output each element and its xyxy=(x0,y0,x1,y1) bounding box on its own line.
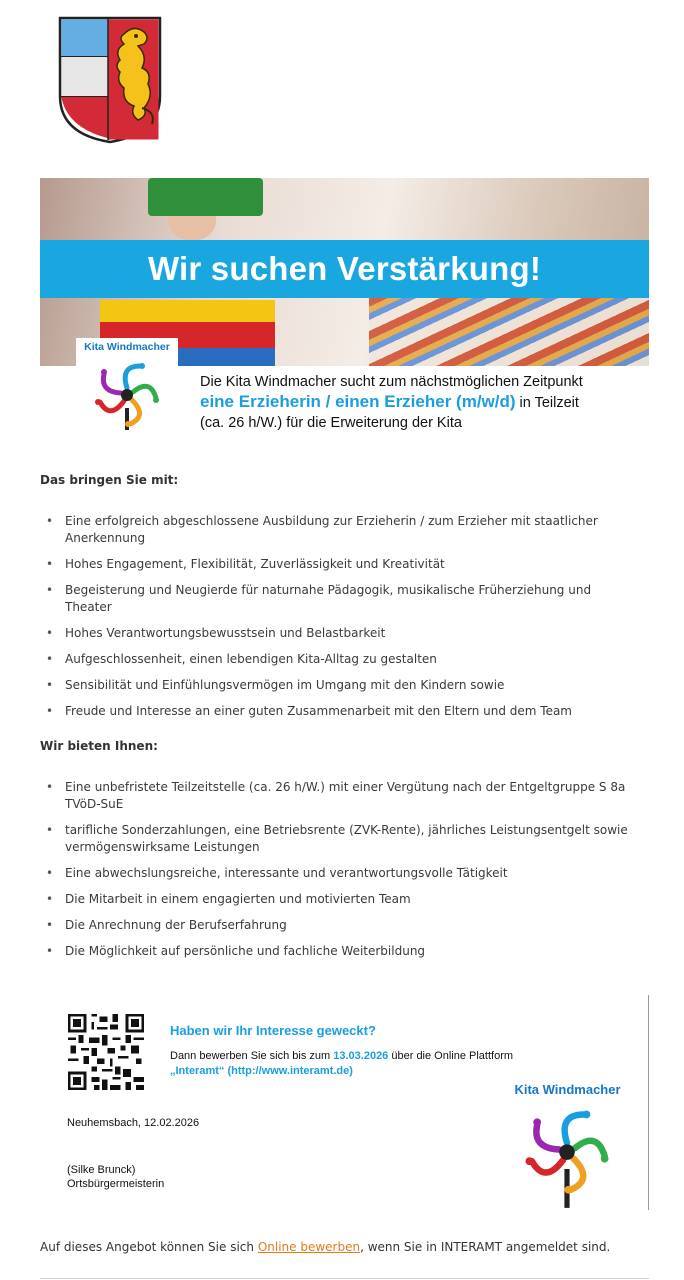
kita-logo-name: Kita Windmacher xyxy=(84,341,170,353)
requirements-heading: Das bringen Sie mit: xyxy=(40,473,179,487)
kita-logo-large xyxy=(505,1080,630,1210)
windmill-icon xyxy=(90,358,164,432)
signer-title: Ortsbürgermeisterin xyxy=(67,1178,165,1190)
footer-before: Auf dieses Angebot können Sie sich xyxy=(40,1240,258,1254)
kita-logo-name: Kita Windmacher xyxy=(514,1082,621,1097)
online-apply-link[interactable]: Online bewerben xyxy=(257,1240,361,1254)
apply-text xyxy=(170,1049,610,1079)
intro-text xyxy=(200,372,640,433)
place-date: Neuhemsbach, 12.02.2026 xyxy=(67,1117,200,1129)
list-item: • Die Anrechnung der Berufserfahrung xyxy=(40,917,640,934)
apply-text-before: Dann bewerben Sie sich bis zum xyxy=(170,1050,334,1062)
kita-logo xyxy=(76,338,178,434)
list-item: • Hohes Engagement, Flexibilität, Zuverlässigkeit und Kreativität xyxy=(40,556,640,573)
requirements-list xyxy=(40,513,640,729)
list-item: • Sensibilität und Einfühlungsvermögen im Umgang mit den Kindern sowie xyxy=(40,677,640,694)
list-item: • Begeisterung und Neugierde für naturnahe Pädagogik, musikalische Früherziehung und Theater xyxy=(40,582,640,616)
position-suffix: in Teilzeit xyxy=(515,395,579,411)
crayons-image xyxy=(369,298,649,366)
signature-block xyxy=(67,1163,164,1191)
offers-heading: Wir bieten Ihnen: xyxy=(40,739,158,753)
divider xyxy=(40,1278,649,1279)
intro-line-2 xyxy=(200,392,640,413)
position-title: eine Erzieherin / einen Erzieher (m/w/d) xyxy=(200,392,516,411)
intro-line-1: Die Kita Windmacher sucht zum nächstmöglichen Zeitpunkt xyxy=(200,374,583,390)
list-item: • Hohes Verantwortungsbewusstsein und Belastbarkeit xyxy=(40,625,640,642)
footer-text xyxy=(40,1240,660,1254)
list-item: • Eine unbefristete Teilzeitstelle (ca. 26 h/W.) mit einer Vergütung nach der Entgeltgruppe S 8a TVöD-SuE xyxy=(40,779,640,813)
list-item: • Freude und Interesse an einer guten Zusammenarbeit mit den Eltern und dem Team xyxy=(40,703,640,720)
qr-code-icon[interactable] xyxy=(68,1014,144,1090)
windmill-icon xyxy=(519,1104,615,1208)
coat-of-arms xyxy=(58,16,162,144)
divider xyxy=(648,995,649,1210)
offers-list xyxy=(40,779,640,969)
list-item: • Aufgeschlossenheit, einen lebendigen Kita-Alltag zu gestalten xyxy=(40,651,640,668)
list-item: • Die Möglichkeit auf persönliche und fachliche Weiterbildung xyxy=(40,943,640,960)
apply-deadline: 13.03.2026 xyxy=(333,1050,389,1062)
intro-line-3: (ca. 26 h/W.) für die Erweiterung der Kita xyxy=(200,415,462,431)
footer-after: , wenn Sie in INTERAMT angemeldet sind. xyxy=(360,1240,611,1254)
signer-name: (Silke Brunck) xyxy=(67,1164,136,1176)
list-item: • Eine abwechslungsreiche, interessante und verantwortungsvolle Tätigkeit xyxy=(40,865,640,882)
list-item: • Die Mitarbeit in einem engagierten und motivierten Team xyxy=(40,891,640,908)
banner-headline: Wir suchen Verstärkung! xyxy=(147,250,542,287)
list-item: • tarifliche Sonderzahlungen, eine Betriebsrente (ZVK-Rente), jährliches Leistungsentgelt sowie vermögenswirksame Leistungen xyxy=(40,822,640,856)
list-item: • Eine erfolgreich abgeschlossene Ausbildung zur Erzieherin / zum Erzieher mit staatlicher Anerkennung xyxy=(40,513,640,547)
apply-platform-link[interactable]: „Interamt“ (http://www.interamt.de) xyxy=(170,1065,353,1077)
apply-text-after: über die Online Plattform xyxy=(388,1050,514,1062)
apply-heading: Haben wir Ihr Interesse geweckt? xyxy=(170,1023,376,1038)
